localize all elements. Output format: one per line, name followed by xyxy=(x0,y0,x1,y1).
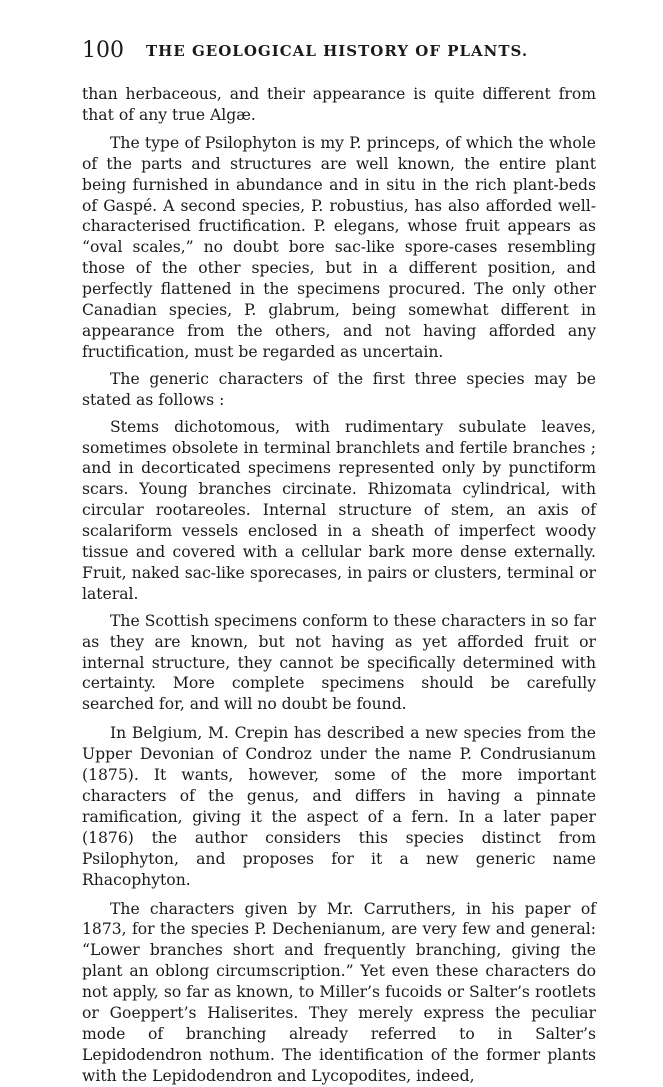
page-header xyxy=(82,38,602,64)
paragraph-carruthers: The characters given by Mr. Carruthers, in his paper of 1873, for the species P. Dechenianum, are very few and general: “Lower branches short and frequently branching, giving the plant an oblong circumscription.” Yet even these characters do not apply, so far as known, to Miller’s fucoids or Salter’s rootlets or Goeppert’s Haliserites. They merely express the peculiar mode of branching already referred to in Salter’s Lepidodendron nothum. The identification of the former plants with the Lepidodendron and Lycopodites, indeed, xyxy=(82,899,596,1085)
paragraph-continued: than herbaceous, and their appearance is quite different from that of any true Algæ. xyxy=(82,85,596,124)
paragraph-generic-characters: Stems dichotomous, with rudimentary subulate leaves, sometimes obsolete in terminal branchlets and fertile branches ; and in decorticated specimens represented only by punctiform scars. Young branches circinate. Rhizomata cylindrical, with circular rootareoles. Internal structure of stem, an axis of scalariform vessels enclosed in a sheath of imperfect woody tissue and covered with a cellular bark more dense externally. Fruit, naked sac-like sporecases, in pairs or clusters, terminal or lateral. xyxy=(82,417,596,603)
paragraph-belgium: In Belgium, M. Crepin has described a new species from the Upper Devonian of Condroz under the name P. Condrusianum (1875). It wants, however, some of the more important characters of the genus, and differs in having a pinnate ramification, giving it the aspect of a fern. In a later paper (1876) the author considers this species distinct from Psilophyton, and proposes for it a new generic name Rhacophyton. xyxy=(82,724,596,889)
paragraph-generic-intro: The generic characters of the first three species may be stated as follows : xyxy=(82,369,596,409)
page-number: 100 xyxy=(82,38,124,63)
page-body xyxy=(82,84,596,1087)
paragraph-psilophyton-species: The type of Psilophyton is my P. princeps, of which the whole of the parts and structures are well known, the entire plant being furnished in abundance and in situ in the rich plant-beds of Gaspé. A second species, P. robustius, has also afforded well-characterised fructification. P. elegans, whose fruit appears as “oval scales,” no doubt bore sac-like spore-cases resembling those of the other species, but in a different position, and perfectly flattened in the specimens procured. The only other Canadian species, P. glabrum, being somewhat different in appearance from the others, and not having afforded any fructification, must be regarded as uncertain. xyxy=(82,133,596,361)
running-head: THE GEOLOGICAL HISTORY OF PLANTS. xyxy=(146,42,529,60)
paragraph-scottish-specimens: The Scottish specimens conform to these characters in so far as they are known, but not having as yet afforded fruit or internal structure, they cannot be specifically determined with certainty. More complete specimens should be carefully searched for, and will no doubt be found. xyxy=(82,611,596,714)
